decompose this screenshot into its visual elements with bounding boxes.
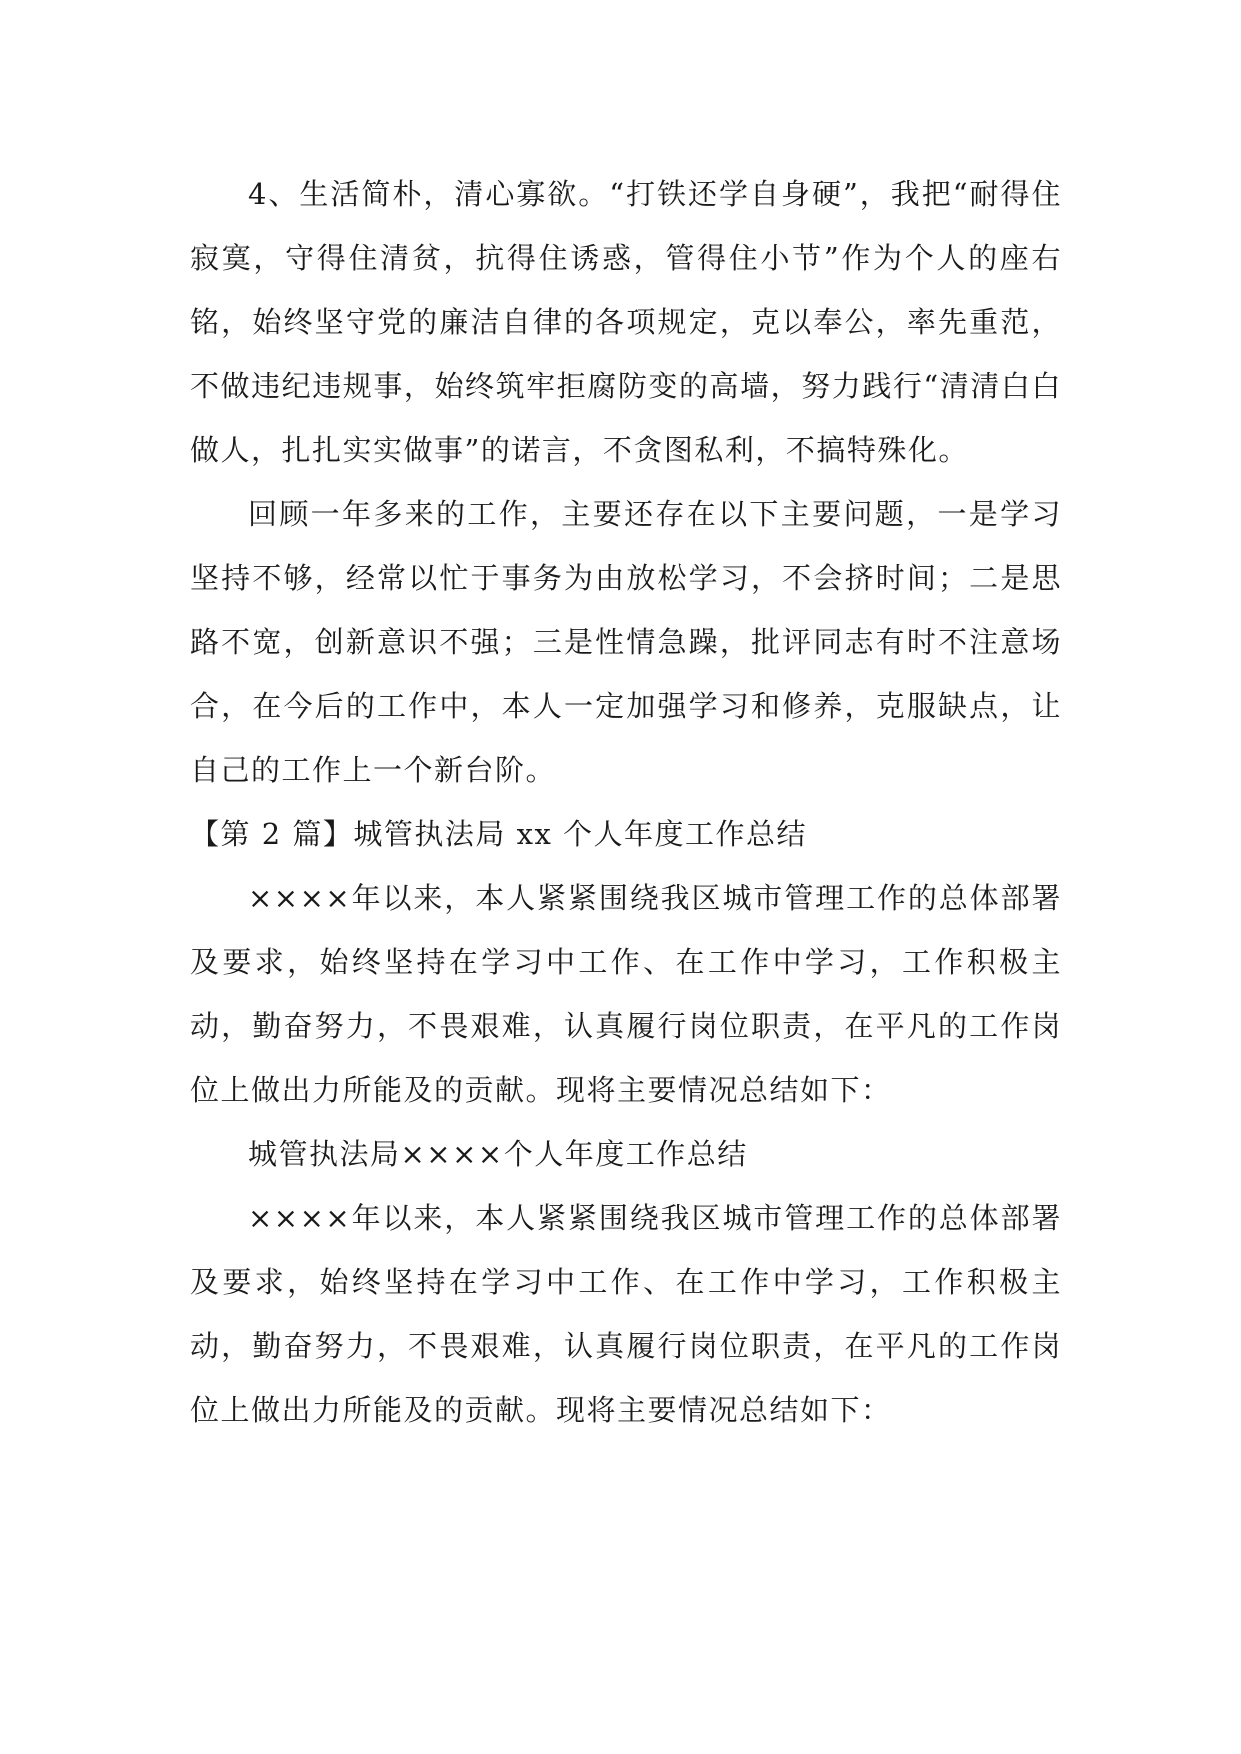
paragraph-problems: 回顾一年多来的工作，主要还存在以下主要问题，一是学习坚持不够，经常以忙于事务为由放松学习，不会挤时间；二是思路不宽，创新意识不强；三是性情急躁，批评同志有时不注意场合，在今后的工作中，本人一定加强学习和修养，克服缺点，让自己的工作上一个新台阶。 xyxy=(190,497,1062,787)
paragraph-subtitle: 城管执法局××××个人年度工作总结 xyxy=(248,1137,748,1171)
document-body xyxy=(190,162,1062,1442)
section-heading: 【第 2 篇】城管执法局 xx 个人年度工作总结 xyxy=(190,817,808,851)
paragraph-intro: ××××年以来，本人紧紧围绕我区城市管理工作的总体部署及要求，始终坚持在学习中工作、在工作中学习，工作积极主动，勤奋努力，不畏艰难，认真履行岗位职责，在平凡的工作岗位上做出力所能及的贡献。现将主要情况总结如下： xyxy=(190,881,1062,1107)
paragraph-integrity: 4、生活简朴，清心寡欲。“打铁还学自身硬”，我把“耐得住寂寞，守得住清贫，抗得住诱惑，管得住小节”作为个人的座右铭，始终坚守党的廉洁自律的各项规定，克以奉公，率先重范，不做违纪违规事，始终筑牢拒腐防变的高墙，努力践行“清清白白做人，扎扎实实做事”的诺言，不贪图私利，不搞特殊化。 xyxy=(190,177,1062,467)
paragraph-intro-repeat: ××××年以来，本人紧紧围绕我区城市管理工作的总体部署及要求，始终坚持在学习中工作、在工作中学习，工作积极主动，勤奋努力，不畏艰难，认真履行岗位职责，在平凡的工作岗位上做出力所能及的贡献。现将主要情况总结如下： xyxy=(190,1201,1062,1427)
